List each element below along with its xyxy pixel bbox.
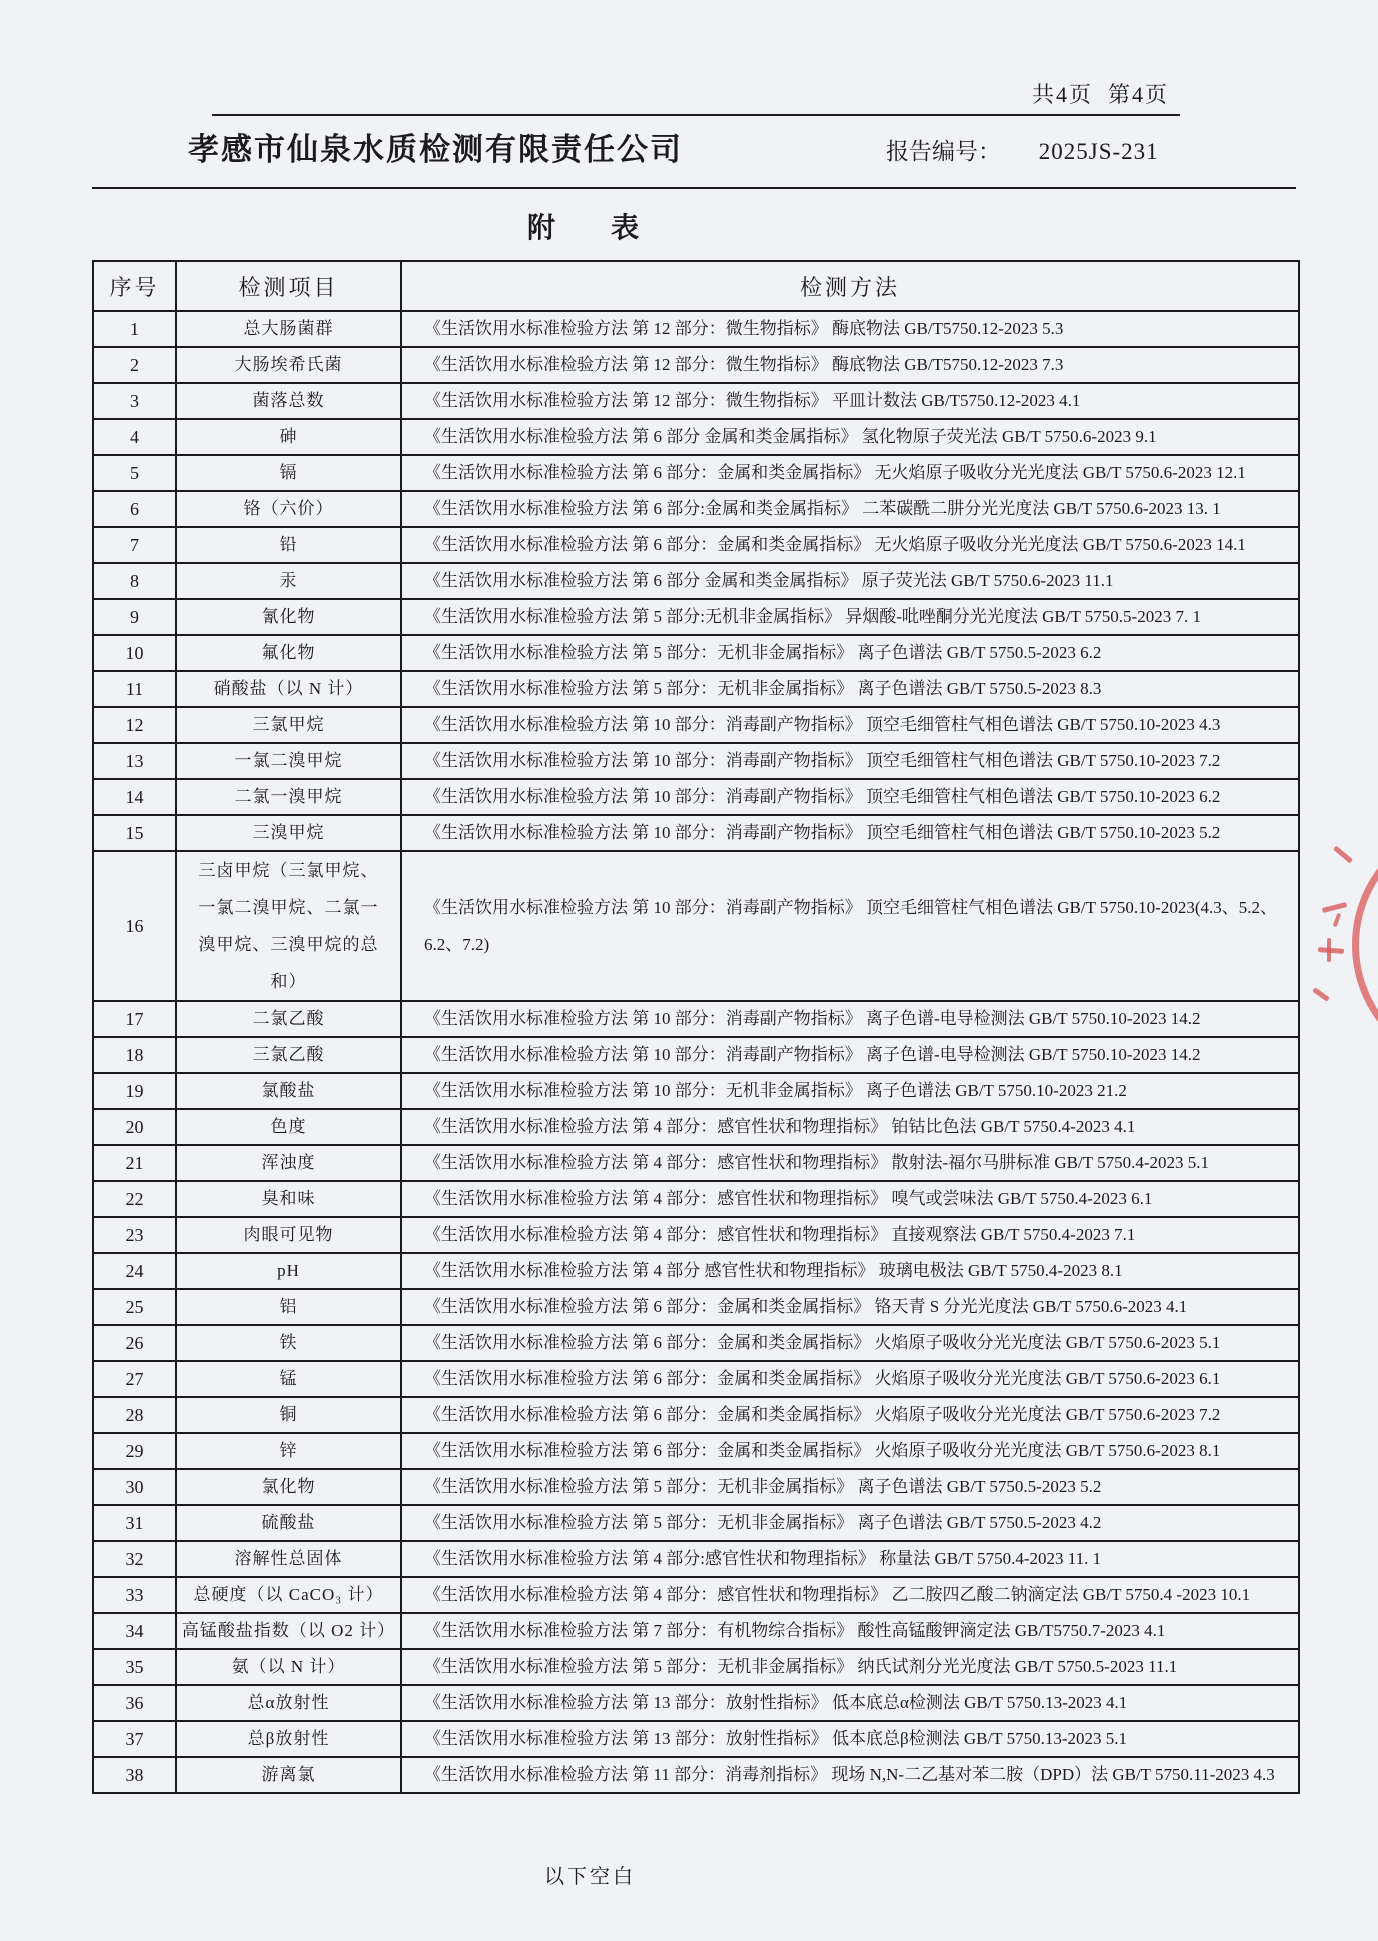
table-row xyxy=(93,1541,1299,1577)
test-method-table xyxy=(92,260,1300,1794)
row-no: 4 xyxy=(93,419,176,455)
table-row xyxy=(93,563,1299,599)
table-row xyxy=(93,1721,1299,1757)
blank-below-note: 以下空白 xyxy=(544,1866,636,1888)
table-row xyxy=(93,635,1299,671)
table-body xyxy=(93,311,1299,1793)
row-no: 29 xyxy=(93,1433,176,1469)
row-method: 《生活饮用水标准检验方法 第 5 部分:无机非金属指标》 异烟酸-吡唑酮分光光度法 GB/T 5750.5-2023 7. 1 xyxy=(401,599,1299,635)
row-item: 大肠埃希氏菌 xyxy=(176,347,401,383)
report-number-value: 2025JS-231 xyxy=(1038,139,1159,164)
row-no: 35 xyxy=(93,1649,176,1685)
row-item: 三卤甲烷（三氯甲烷、一氯二溴甲烷、二氯一溴甲烷、三溴甲烷的总和） xyxy=(176,851,401,1001)
row-method: 《生活饮用水标准检验方法 第 6 部分:金属和类金属指标》 二苯碳酰二肼分光光度法 GB/T 5750.6-2023 13. 1 xyxy=(401,491,1299,527)
row-no: 21 xyxy=(93,1145,176,1181)
row-item: 铜 xyxy=(176,1397,401,1433)
seal-text-fragment xyxy=(1312,987,1330,1001)
appendix-title: 附 表 xyxy=(526,213,639,244)
row-no: 12 xyxy=(93,707,176,743)
row-method: 《生活饮用水标准检验方法 第 5 部分：无机非金属指标》 离子色谱法 GB/T 5750.5-2023 6.2 xyxy=(401,635,1299,671)
row-item: 铅 xyxy=(176,527,401,563)
row-method: 《生活饮用水标准检验方法 第 13 部分：放射性指标》 低本底总β检测法 GB/T 5750.13-2023 5.1 xyxy=(401,1721,1299,1757)
table-row xyxy=(93,1109,1299,1145)
table-row xyxy=(93,1433,1299,1469)
table-row xyxy=(93,1217,1299,1253)
row-no: 34 xyxy=(93,1613,176,1649)
row-item: 三溴甲烷 xyxy=(176,815,401,851)
row-item: 浑浊度 xyxy=(176,1145,401,1181)
row-item: 铬（六价） xyxy=(176,491,401,527)
row-method: 《生活饮用水标准检验方法 第 5 部分：无机非金属指标》 纳氏试剂分光光度法 GB/T 5750.5-2023 11.1 xyxy=(401,1649,1299,1685)
row-item: pH xyxy=(176,1253,401,1289)
row-no: 33 xyxy=(93,1577,176,1613)
row-method: 《生活饮用水标准检验方法 第 4 部分：感官性状和物理指标》 直接观察法 GB/T 5750.4-2023 7.1 xyxy=(401,1217,1299,1253)
table-row xyxy=(93,1397,1299,1433)
table-row xyxy=(93,383,1299,419)
row-no: 10 xyxy=(93,635,176,671)
row-method: 《生活饮用水标准检验方法 第 10 部分：消毒副产物指标》 顶空毛细管柱气相色谱法 GB/T 5750.10-2023 5.2 xyxy=(401,815,1299,851)
row-no: 36 xyxy=(93,1685,176,1721)
column-header-item: 检测项目 xyxy=(176,261,401,311)
row-method: 《生活饮用水标准检验方法 第 10 部分：消毒副产物指标》 顶空毛细管柱气相色谱法 GB/T 5750.10-2023(4.3、5.2、6.2、7.2) xyxy=(401,851,1299,1001)
row-item: 总β放射性 xyxy=(176,1721,401,1757)
table-row xyxy=(93,527,1299,563)
row-no: 14 xyxy=(93,779,176,815)
row-no: 26 xyxy=(93,1325,176,1361)
row-item: 色度 xyxy=(176,1109,401,1145)
row-item: 游离氯 xyxy=(176,1757,401,1793)
seal-text-fragment xyxy=(1333,913,1342,928)
seal-text-fragment xyxy=(1327,938,1331,962)
row-item: 菌落总数 xyxy=(176,383,401,419)
row-item: 汞 xyxy=(176,563,401,599)
row-method: 《生活饮用水标准检验方法 第 5 部分：无机非金属指标》 离子色谱法 GB/T 5750.5-2023 5.2 xyxy=(401,1469,1299,1505)
row-no: 18 xyxy=(93,1037,176,1073)
table-row xyxy=(93,1181,1299,1217)
column-header-method: 检测方法 xyxy=(401,261,1299,311)
row-no: 1 xyxy=(93,311,176,347)
table-row xyxy=(93,491,1299,527)
table-row xyxy=(93,1649,1299,1685)
row-method: 《生活饮用水标准检验方法 第 5 部分：无机非金属指标》 离子色谱法 GB/T 5750.5-2023 4.2 xyxy=(401,1505,1299,1541)
row-no: 37 xyxy=(93,1721,176,1757)
table-row xyxy=(93,1361,1299,1397)
row-item: 氯化物 xyxy=(176,1469,401,1505)
row-item: 二氯乙酸 xyxy=(176,1001,401,1037)
table-row xyxy=(93,1685,1299,1721)
table-row xyxy=(93,419,1299,455)
table-row xyxy=(93,1577,1299,1613)
row-no: 22 xyxy=(93,1181,176,1217)
table-row xyxy=(93,1325,1299,1361)
row-no: 9 xyxy=(93,599,176,635)
table-row xyxy=(93,1289,1299,1325)
row-method: 《生活饮用水标准检验方法 第 4 部分：感官性状和物理指标》 铂钴比色法 GB/T 5750.4-2023 4.1 xyxy=(401,1109,1299,1145)
row-item: 镉 xyxy=(176,455,401,491)
seal-text-fragment xyxy=(1318,947,1344,954)
row-method: 《生活饮用水标准检验方法 第 6 部分：金属和类金属指标》 火焰原子吸收分光光度法 GB/T 5750.6-2023 6.1 xyxy=(401,1361,1299,1397)
column-header-no: 序号 xyxy=(93,261,176,311)
row-item: 溶解性总固体 xyxy=(176,1541,401,1577)
row-item: 氯酸盐 xyxy=(176,1073,401,1109)
row-no: 11 xyxy=(93,671,176,707)
row-method: 《生活饮用水标准检验方法 第 10 部分：无机非金属指标》 离子色谱法 GB/T 5750.10-2023 21.2 xyxy=(401,1073,1299,1109)
row-method: 《生活饮用水标准检验方法 第 6 部分：金属和类金属指标》 无火焰原子吸收分光光度法 GB/T 5750.6-2023 12.1 xyxy=(401,455,1299,491)
row-method: 《生活饮用水标准检验方法 第 6 部分：金属和类金属指标》 无火焰原子吸收分光光度法 GB/T 5750.6-2023 14.1 xyxy=(401,527,1299,563)
seal-text-fragment xyxy=(1322,902,1347,913)
row-item: 肉眼可见物 xyxy=(176,1217,401,1253)
row-item: 三氯甲烷 xyxy=(176,707,401,743)
table-row xyxy=(93,1505,1299,1541)
row-method: 《生活饮用水标准检验方法 第 7 部分：有机物综合指标》 酸性高锰酸钾滴定法 GB/T5750.7-2023 4.1 xyxy=(401,1613,1299,1649)
row-no: 16 xyxy=(93,851,176,1001)
row-no: 15 xyxy=(93,815,176,851)
row-item: 铁 xyxy=(176,1325,401,1361)
row-method: 《生活饮用水标准检验方法 第 13 部分：放射性指标》 低本底总α检测法 GB/T 5750.13-2023 4.1 xyxy=(401,1685,1299,1721)
row-method: 《生活饮用水标准检验方法 第 4 部分：感官性状和物理指标》 散射法-福尔马肼标准 GB/T 5750.4-2023 5.1 xyxy=(401,1145,1299,1181)
table-row xyxy=(93,311,1299,347)
row-method: 《生活饮用水标准检验方法 第 6 部分：金属和类金属指标》 火焰原子吸收分光光度法 GB/T 5750.6-2023 8.1 xyxy=(401,1433,1299,1469)
table-row xyxy=(93,1613,1299,1649)
table-row xyxy=(93,743,1299,779)
table-row xyxy=(93,599,1299,635)
row-no: 19 xyxy=(93,1073,176,1109)
row-item: 氟化物 xyxy=(176,635,401,671)
table-row xyxy=(93,347,1299,383)
table-row xyxy=(93,671,1299,707)
row-item: 砷 xyxy=(176,419,401,455)
row-method: 《生活饮用水标准检验方法 第 4 部分：感官性状和物理指标》 嗅气或尝味法 GB/T 5750.4-2023 6.1 xyxy=(401,1181,1299,1217)
row-method: 《生活饮用水标准检验方法 第 12 部分：微生物指标》 平皿计数法 GB/T5750.12-2023 4.1 xyxy=(401,383,1299,419)
row-no: 30 xyxy=(93,1469,176,1505)
row-no: 13 xyxy=(93,743,176,779)
table-row xyxy=(93,1073,1299,1109)
row-item: 硝酸盐（以 N 计） xyxy=(176,671,401,707)
row-item: 总硬度（以 CaCO₃ 计） xyxy=(176,1577,401,1613)
row-no: 28 xyxy=(93,1397,176,1433)
table-row xyxy=(93,1757,1299,1793)
row-item: 臭和味 xyxy=(176,1181,401,1217)
row-no: 23 xyxy=(93,1217,176,1253)
row-no: 5 xyxy=(93,455,176,491)
row-item: 铝 xyxy=(176,1289,401,1325)
table-row xyxy=(93,1001,1299,1037)
row-no: 24 xyxy=(93,1253,176,1289)
row-method: 《生活饮用水标准检验方法 第 6 部分：金属和类金属指标》 火焰原子吸收分光光度法 GB/T 5750.6-2023 7.2 xyxy=(401,1397,1299,1433)
header-rule-bottom xyxy=(92,187,1296,189)
table-row xyxy=(93,779,1299,815)
row-no: 38 xyxy=(93,1757,176,1793)
row-no: 31 xyxy=(93,1505,176,1541)
table-header-row xyxy=(93,261,1299,311)
row-no: 6 xyxy=(93,491,176,527)
table-row xyxy=(93,1037,1299,1073)
row-method: 《生活饮用水标准检验方法 第 5 部分：无机非金属指标》 离子色谱法 GB/T 5750.5-2023 8.3 xyxy=(401,671,1299,707)
page-indicator: 共4页 第4页 xyxy=(1032,82,1170,107)
seal-text-fragment xyxy=(1333,846,1353,864)
row-item: 锰 xyxy=(176,1361,401,1397)
row-method: 《生活饮用水标准检验方法 第 4 部分:感官性状和物理指标》 称量法 GB/T 5750.4-2023 11. 1 xyxy=(401,1541,1299,1577)
table-row xyxy=(93,1469,1299,1505)
row-item: 总α放射性 xyxy=(176,1685,401,1721)
row-no: 27 xyxy=(93,1361,176,1397)
row-item: 氨（以 N 计） xyxy=(176,1649,401,1685)
table-row xyxy=(93,455,1299,491)
table-row xyxy=(93,1145,1299,1181)
report-number-line xyxy=(886,133,1159,166)
row-method: 《生活饮用水标准检验方法 第 4 部分：感官性状和物理指标》 乙二胺四乙酸二钠滴定法 GB/T 5750.4 -2023 10.1 xyxy=(401,1577,1299,1613)
row-method: 《生活饮用水标准检验方法 第 11 部分：消毒剂指标》 现场 N,N-二乙基对苯二胺（DPD）法 GB/T 5750.11-2023 4.3 xyxy=(401,1757,1299,1793)
table-row xyxy=(93,851,1299,1001)
row-no: 3 xyxy=(93,383,176,419)
row-method: 《生活饮用水标准检验方法 第 10 部分：消毒副产物指标》 离子色谱-电导检测法 GB/T 5750.10-2023 14.2 xyxy=(401,1001,1299,1037)
row-method: 《生活饮用水标准检验方法 第 10 部分：消毒副产物指标》 离子色谱-电导检测法 GB/T 5750.10-2023 14.2 xyxy=(401,1037,1299,1073)
row-no: 25 xyxy=(93,1289,176,1325)
table-row xyxy=(93,815,1299,851)
row-item: 三氯乙酸 xyxy=(176,1037,401,1073)
row-no: 2 xyxy=(93,347,176,383)
row-item: 硫酸盐 xyxy=(176,1505,401,1541)
row-no: 7 xyxy=(93,527,176,563)
row-item: 高锰酸盐指数（以 O2 计） xyxy=(176,1613,401,1649)
row-method: 《生活饮用水标准检验方法 第 12 部分：微生物指标》 酶底物法 GB/T5750.12-2023 5.3 xyxy=(401,311,1299,347)
row-no: 17 xyxy=(93,1001,176,1037)
row-no: 20 xyxy=(93,1109,176,1145)
row-method: 《生活饮用水标准检验方法 第 6 部分 金属和类金属指标》 氢化物原子荧光法 GB/T 5750.6-2023 9.1 xyxy=(401,419,1299,455)
row-item: 二氯一溴甲烷 xyxy=(176,779,401,815)
row-method: 《生活饮用水标准检验方法 第 4 部分 感官性状和物理指标》 玻璃电极法 GB/T 5750.4-2023 8.1 xyxy=(401,1253,1299,1289)
row-item: 氰化物 xyxy=(176,599,401,635)
table-row xyxy=(93,707,1299,743)
row-method: 《生活饮用水标准检验方法 第 10 部分：消毒副产物指标》 顶空毛细管柱气相色谱法 GB/T 5750.10-2023 7.2 xyxy=(401,743,1299,779)
row-item: 锌 xyxy=(176,1433,401,1469)
row-method: 《生活饮用水标准检验方法 第 6 部分：金属和类金属指标》 火焰原子吸收分光光度法 GB/T 5750.6-2023 5.1 xyxy=(401,1325,1299,1361)
report-number-label: 报告编号： xyxy=(886,139,1001,164)
company-name: 孝感市仙泉水质检测有限责任公司 xyxy=(188,132,683,167)
row-method: 《生活饮用水标准检验方法 第 12 部分：微生物指标》 酶底物法 GB/T5750.12-2023 7.3 xyxy=(401,347,1299,383)
row-method: 《生活饮用水标准检验方法 第 10 部分：消毒副产物指标》 顶空毛细管柱气相色谱法 GB/T 5750.10-2023 6.2 xyxy=(401,779,1299,815)
row-method: 《生活饮用水标准检验方法 第 10 部分：消毒副产物指标》 顶空毛细管柱气相色谱法 GB/T 5750.10-2023 4.3 xyxy=(401,707,1299,743)
row-method: 《生活饮用水标准检验方法 第 6 部分：金属和类金属指标》 铬天青 S 分光光度法 GB/T 5750.6-2023 4.1 xyxy=(401,1289,1299,1325)
row-item: 总大肠菌群 xyxy=(176,311,401,347)
header-rule-top xyxy=(212,114,1180,116)
row-item: 一氯二溴甲烷 xyxy=(176,743,401,779)
table-row xyxy=(93,1253,1299,1289)
row-no: 8 xyxy=(93,563,176,599)
row-no: 32 xyxy=(93,1541,176,1577)
row-method: 《生活饮用水标准检验方法 第 6 部分 金属和类金属指标》 原子荧光法 GB/T 5750.6-2023 11.1 xyxy=(401,563,1299,599)
red-seal-fragment-icon xyxy=(1352,818,1378,1072)
